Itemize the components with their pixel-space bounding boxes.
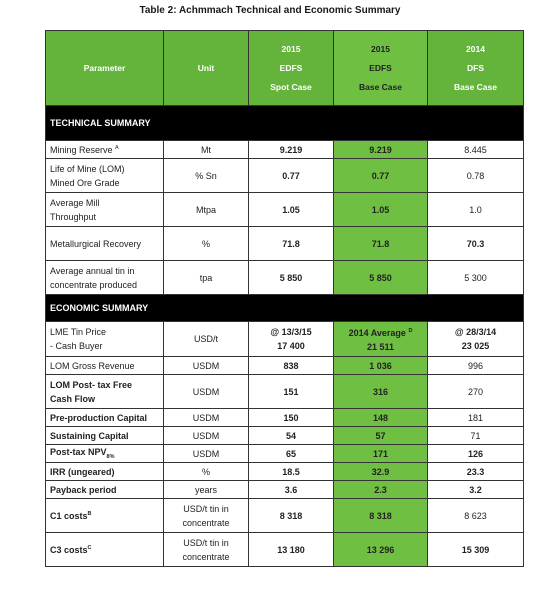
header-parameter: Parameter [46,31,164,106]
table-row: Metallurgical Recovery % 71.8 71.8 70.3 [46,227,524,261]
table-row: Payback period years 3.6 2.3 3.2 [46,481,524,499]
section-economic: ECONOMIC SUMMARY [46,295,524,322]
table-row: LME Tin Price - Cash Buyer USD/t @ 13/3/15 17 400 2014 Average $^D$ 21 511 @ 28/3/14 23 025 [46,322,524,357]
table-row: Mining Reserve $^A$ Mt 9.219 9.219 8.445 [46,141,524,159]
header-unit: Unit [164,31,249,106]
table-row: Average annual tin in concentrate produced tpa 5 850 5 850 5 300 [46,261,524,295]
table-row: LOM Post- tax Free Cash Flow USDM 151 316 270 [46,375,524,409]
table-row: IRR (ungeared) % 18.5 32.9 23.3 [46,463,524,481]
header-2015-edfs-base: 2015 EDFS Base Case [334,31,428,106]
header-row [46,31,524,106]
header-2014-dfs-base: 2014 DFS Base Case [428,31,524,106]
table-row: C1 costs$^B$ USD/t tin in concentrate 8 318 8 318 8 623 [46,499,524,533]
table-title: Table 2: Achmmach Technical and Economic Summary [139,5,401,16]
table-row: Pre-production Capital USDM 150 148 181 [46,409,524,427]
table-row: C3 costs$^C$ USD/t tin in concentrate 13 180 13 296 15 309 [46,533,524,567]
summary-table [45,30,524,567]
table-row: Life of Mine (LOM) Mined Ore Grade % Sn 0.77 0.77 0.78 [46,159,524,193]
table-row: LOM Gross Revenue USDM 838 1 036 996 [46,357,524,375]
header-2015-edfs-spot: 2015 EDFS Spot Case [249,31,334,106]
table-row: Average Mill Throughput Mtpa 1.05 1.05 1.0 [46,193,524,227]
section-technical: TECHNICAL SUMMARY [46,106,524,141]
table-row: Sustaining Capital USDM 54 57 71 [46,427,524,445]
table-row: Post-tax $NPV_{8\%}$ USDM 65 171 126 [46,445,524,463]
